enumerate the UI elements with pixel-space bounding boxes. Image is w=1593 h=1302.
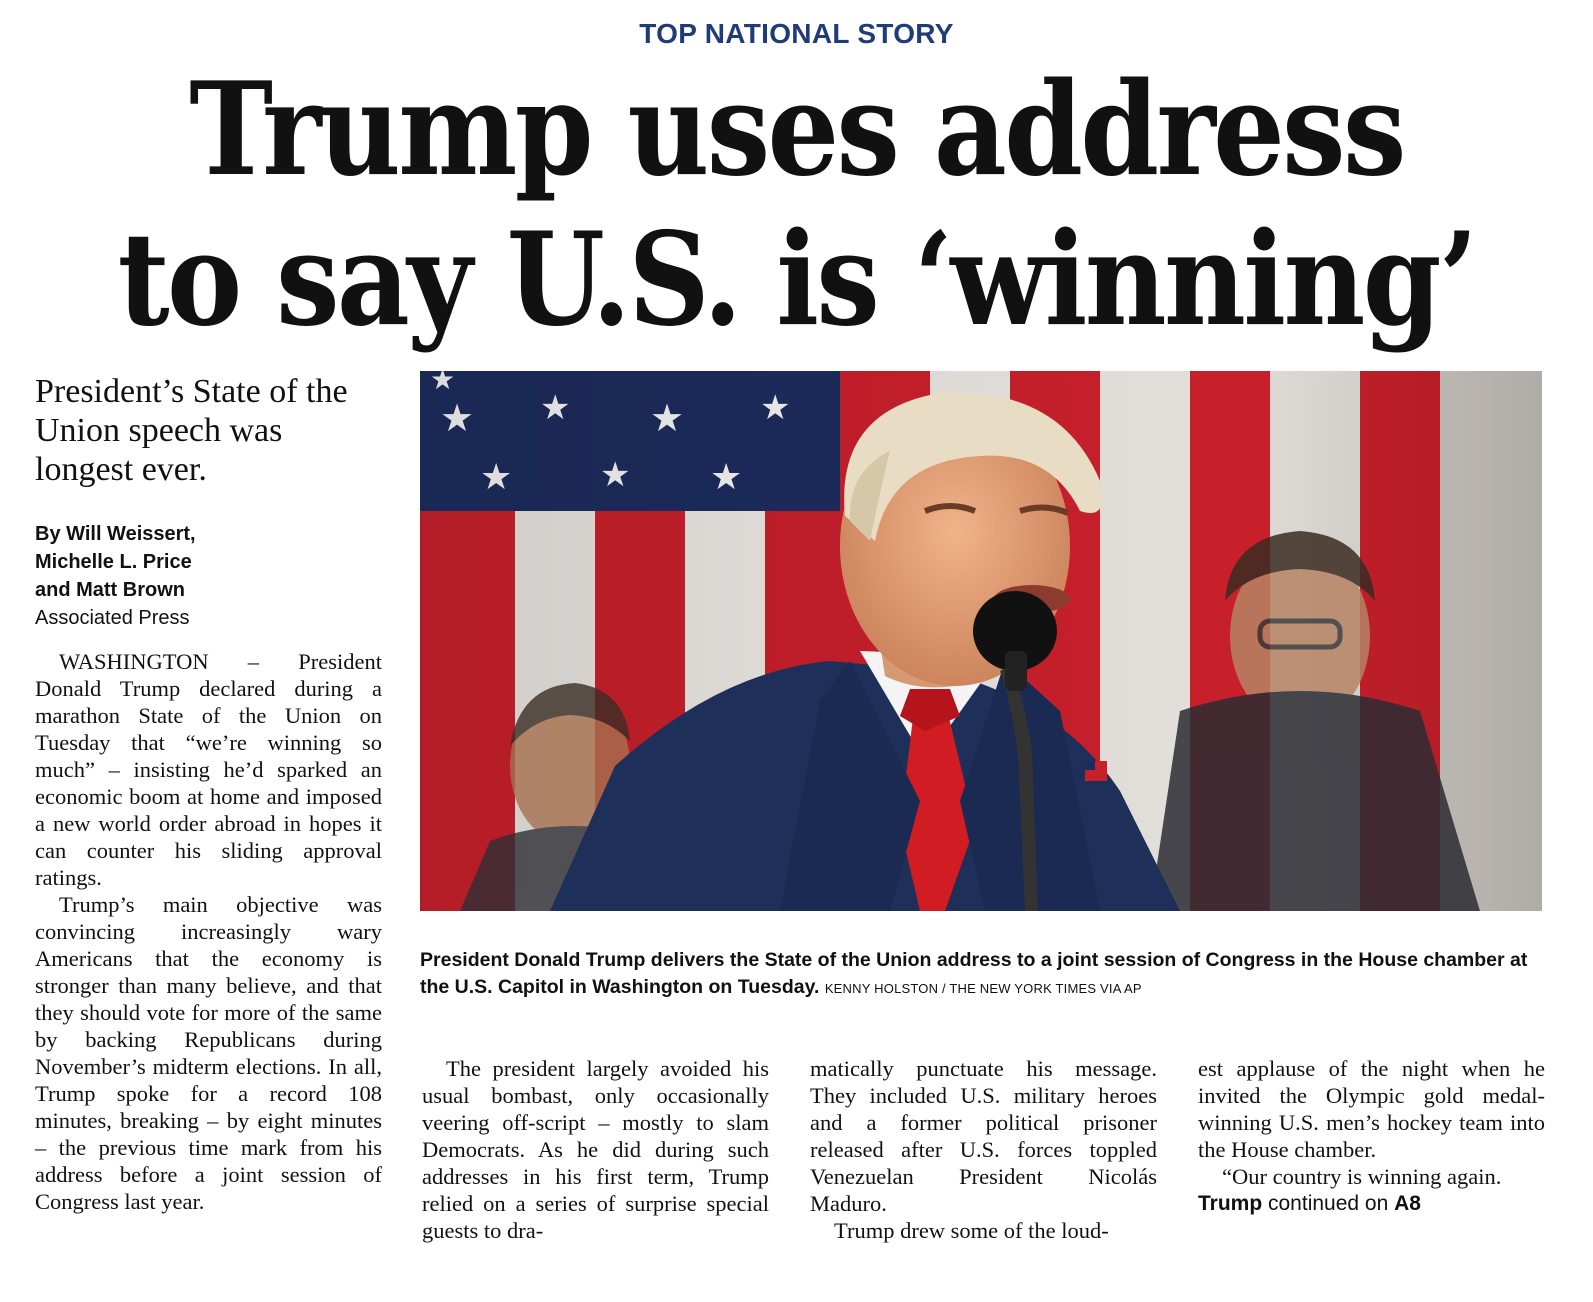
jump-page: A8 [1394,1192,1421,1215]
byline-organization: Associated Press [35,607,190,629]
article-paragraph: The president largely avoided his usual bombast, only occasionally veering off-script – mostly to slam Democrats. As he did during such addresses in his first term, Trump relied on a series of surprise special guests to dra- [422,1056,769,1243]
article-paragraph: matically punctuate his message. They included U.S. military heroes and a former political prisoner released after U.S. forces toppled Venezuelan President Nicolás Maduro. [810,1056,1157,1216]
photo-image [420,371,1542,911]
article-column-3 [810,1055,1157,1244]
article-column-2 [422,1055,769,1244]
jump-line[interactable] [1198,1190,1545,1217]
article-paragraph: “Our country is winning again. [1222,1164,1502,1189]
article-column-1 [35,648,382,1215]
byline [35,520,365,632]
byline-authors: By Will Weissert, Michelle L. Price and Matt Brown [35,523,196,601]
jump-keyword: Trump [1198,1192,1263,1215]
lead-photo [420,371,1542,911]
article-paragraph: WASHINGTON – President Donald Trump declared during a marathon State of the Union on Tuesday that “we’re winning so much” – insisting he’d sparked an economic boom at home and imposed a new world order abroad in hopes it can counter his sliding approval ratings. [35,649,382,890]
article-column-4 [1198,1055,1545,1217]
headline-line-1: Trump uses address [189,55,1404,205]
jump-text: continued on [1262,1192,1395,1215]
photo-caption [420,947,1545,1002]
deck-subhead: President’s State of the Union speech was longest ever. [35,373,348,488]
photo-credit: KENNY HOLSTON / THE NEW YORK TIMES VIA AP [824,981,1142,996]
article-paragraph: est applause of the night when he invited the Olympic gold medal-winning U.S. men’s hockey team into the House chamber. [1198,1056,1545,1162]
article-paragraph: Trump drew some of the loud- [834,1218,1109,1243]
article-paragraph: Trump’s main objective was convincing increasingly wary Americans that the economy is stronger than many believe, and that they should vote for more of the same by backing Republicans during November’s midterm elections. In all, Trump spoke for a record 108 minutes, breaking – by eight minutes – the previous time mark from his address before a joint session of Congress last year. [35,892,382,1214]
headline [96,55,1498,355]
headline-line-2: to say U.S. is ‘winning’ [117,205,1476,355]
caption-text: President Donald Trump delivers the State of the Union address to a joint session of Congress in the House chamber at the U.S. Capitol in Washington on Tuesday. [420,949,1528,998]
section-kicker: TOP NATIONAL STORY [639,18,954,49]
